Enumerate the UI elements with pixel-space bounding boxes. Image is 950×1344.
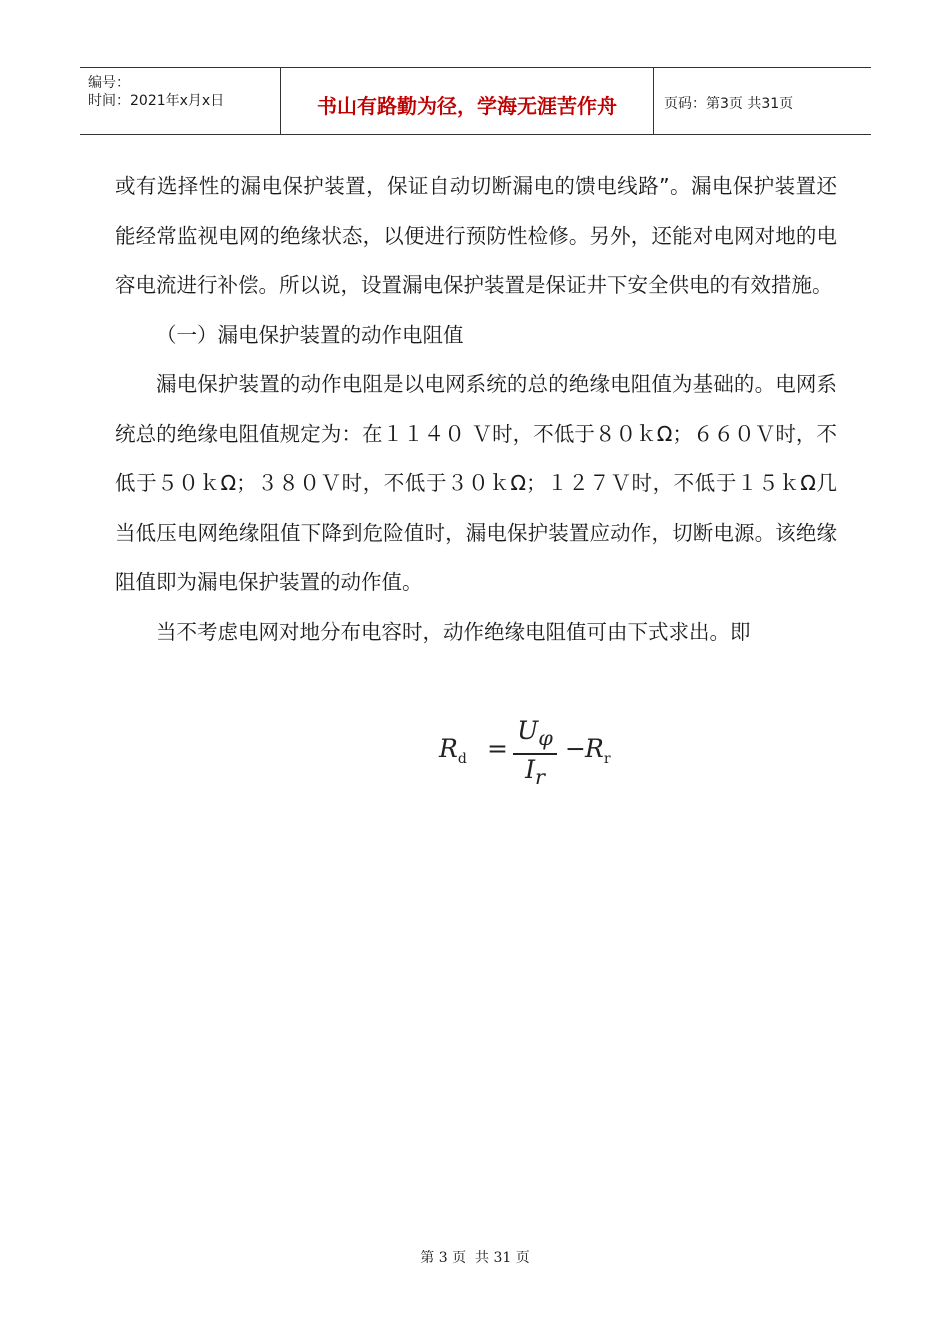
formula-rhs: $R_r$ — [585, 734, 611, 767]
section-heading: （一）漏电保护装置的动作电阻值 — [156, 322, 464, 347]
header-page-info: 页码：第3页 共31页 — [664, 96, 794, 112]
formula-lhs: $R_d$ — [439, 734, 467, 767]
formula-denominator: $I_r$ — [513, 753, 557, 792]
header-meta — [80, 68, 281, 134]
header-motto: 书山有路勤为径，学海无涯苦作舟 — [281, 68, 654, 134]
formula-fraction — [513, 716, 557, 792]
paragraph-1: 或有选择性的漏电保护装置，保证自动切断漏电的馈电线路”。漏电保护装置还能经常监视电网的绝缘状态，以便进行预防性检修。另外，还能对电网对地的电容电流进行补偿。所以说，设置漏电保护装置是保证井下安全供电的有效措施。 — [115, 174, 837, 297]
document-date: 时间：2021年x月x日 — [88, 93, 225, 109]
page-header — [80, 67, 871, 135]
paragraph-2: 漏电保护装置的动作电阻是以电网系统的总的绝缘电阻值为基础的。电网系统总的绝缘电阻值规定为：在１１４０ Ｖ时，不低于８０ｋΩ；６６０Ｖ时，不低于５０ｋΩ；３８０Ｖ时，不低于３０ｋΩ；１２７Ｖ时，不低于１５ｋΩ几当低压电网绝缘阻值下降到危险值时，漏电保护装置应动作，切断电源。该绝缘阻值即为漏电保护装置的动作值。 — [115, 372, 837, 594]
document-number: 编号： — [88, 75, 130, 91]
document-body — [115, 162, 837, 657]
formula-numerator: $U_\varphi$ — [517, 716, 553, 750]
resistance-formula — [425, 712, 625, 788]
formula-equals: = — [487, 734, 508, 763]
formula-minus: − — [565, 734, 586, 763]
page-footer: 第 3 页 共 31 页 — [420, 1250, 530, 1266]
paragraph-3: 当不考虑电网对地分布电容时，动作绝缘电阻值可由下式求出。即 — [156, 619, 751, 644]
